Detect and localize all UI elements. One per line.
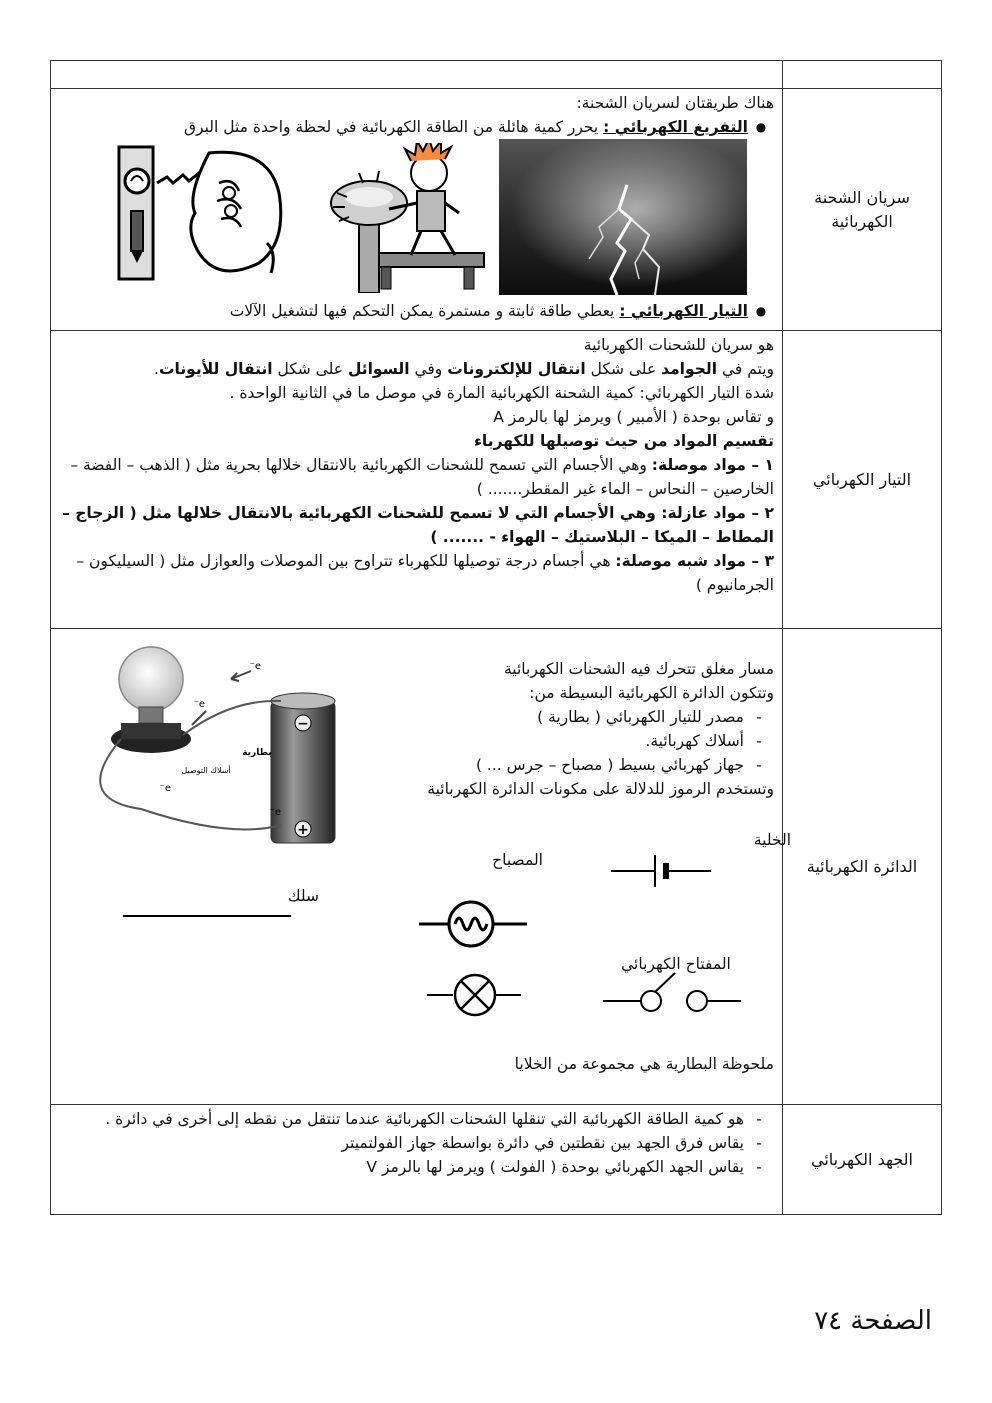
lamp-symbol xyxy=(419,899,529,949)
materials-heading: تقسيم المواد من حيث توصيلها للكهرباء xyxy=(474,432,774,450)
charge-flow-intro: هناك طريقتان لسريان الشحنة: xyxy=(576,94,774,112)
arrow-icon xyxy=(192,711,206,725)
topic-electric-circuit: الدائرة الكهربائية xyxy=(783,629,942,1105)
cell-symbol xyxy=(611,851,711,891)
row-electric-circuit xyxy=(51,629,942,1105)
lesson-table xyxy=(50,60,942,1215)
svg-text:−: − xyxy=(297,716,309,732)
header-topic-cell xyxy=(783,61,942,89)
voltage-item: - يقاس فرق الجهد بين نقطتين في دائرة بواسطة جهاز الفولتميتر xyxy=(341,1134,762,1152)
bullet-dot: ● xyxy=(755,304,767,318)
page-number: الصفحة ٧٤ xyxy=(814,1306,932,1336)
content-electric-current: هو سريان للشحنات الكهربائية ويتم في الجوامد على شكل انتقال للإلكترونات وفي السوائل على شكل انتقال للأيونات. شدة التيار الكهربائي: كمية الشحنة الكهربائية المارة في موصل ما في الثانية الواحدة . و تقاس بوحدة ( الأمبير ) ويرمز لها بالرمز A تقسيم المواد من حيث توصيلها للكهرباء ١ – مواد موصلة: وهي الأجسام التي تسمح للشحنات الكهربائية بالانتقال خلالها بحرية مثل ( الذهب – الفضة – الخارصين – النحاس – الماء غير المقطر....... ) ٢ – مواد عازلة: وهي الأجسام التي لا تسمح للشحنات الكهربائية بالانتقال خلالها مثل ( الزجاج – المطاط – الميكا – البلاستيك – الهواء - ....... ) ٣ – مواد شبه موصلة: هي أجسام درجة توصيلها للكهرباء تتراوح بين الموصلات والعوازل مثل ( السيليكون – الجرمانيوم ) xyxy=(51,331,783,629)
bulb-icon xyxy=(119,647,183,711)
svg-text:e⁻: e⁻ xyxy=(159,783,171,794)
conduction-line: ويتم في الجوامد على شكل انتقال للإلكترونات وفي السوائل على شكل انتقال للأيونات. xyxy=(154,360,774,378)
wire-symbol xyxy=(123,911,293,921)
header-row xyxy=(51,61,942,89)
conductors-item: ١ – مواد موصلة: وهي الأجسام التي تسمح للشحنات الكهربائية بالانتقال خلالها بحرية مثل ( الذهب – الفضة – الخارصين – النحاس – الماء غير المقطر....... ) xyxy=(70,456,774,498)
circuit-text: مسار مغلق تتحرك فيه الشحنات الكهربائية وتتكون الدائرة الكهربائية البسيطة من: - مصدر للتيار الكهربائي ( بطارية ) - أسلاك كهربائية. - جهاز كهربائي بسيط ( مصباح – جرس ... ) وتستخدم الرموز للدلالة على مكونات الدائرة الكهربائية xyxy=(354,657,774,801)
finger-spark-illustration xyxy=(117,143,287,283)
svg-text:e⁻: e⁻ xyxy=(249,661,261,672)
topic-charge-flow: سريان الشحنة الكهربائية xyxy=(783,89,942,331)
svg-text:بطارية: بطارية xyxy=(242,748,272,758)
battery-note: ملحوظة البطارية هي مجموعة من الخلايا xyxy=(514,1055,774,1073)
svg-text:+: + xyxy=(297,822,309,838)
lightning-photo xyxy=(499,139,747,295)
label-lamp: المصباح xyxy=(492,851,543,869)
content-voltage xyxy=(51,1105,783,1215)
content-electric-circuit xyxy=(51,629,791,1105)
label-wire: سلك xyxy=(287,887,319,905)
content-charge-flow xyxy=(51,89,783,331)
row-voltage xyxy=(51,1105,942,1215)
insulators-item: ٢ – مواد عازلة: وهي الأجسام التي لا تسمح للشحنات الكهربائية بالانتقال خلالها مثل ( الزجاج – المطاط – الميكا – البلاستيك – الهواء - ....... ) xyxy=(62,504,774,546)
topic-voltage: الجهد الكهربائي xyxy=(783,1105,942,1215)
header-content-cell xyxy=(51,61,783,89)
bullet-current: ● التيار الكهربائي : يعطي طاقة ثابتة و مستمرة يمكن التحكم فيها لتشغيل الآلات xyxy=(57,299,774,323)
bullet-discharge: ● التفريغ الكهربائي : يحرر كمية هائلة من الطاقة الكهربائية في لحظة واحدة مثل البرق xyxy=(57,115,774,139)
label-cell: الخلية xyxy=(753,831,791,849)
svg-text:e⁻: e⁻ xyxy=(193,699,205,710)
svg-text:e⁻: e⁻ xyxy=(269,807,281,818)
svg-text:أسلاك التوصيل: أسلاك التوصيل xyxy=(181,766,231,775)
circuit-part: - مصدر للتيار الكهربائي ( بطارية ) xyxy=(537,708,762,726)
row-electric-current xyxy=(51,331,942,629)
circuit-illustration xyxy=(81,639,351,859)
voltage-item: - هو كمية الطاقة الكهربائية التي تنقلها الشحنات الكهربائية عندما تنتقل من نقطه إلى أخرى في دائرة . xyxy=(105,1110,762,1128)
voltage-item: - يقاس الجهد الكهربائي بوحدة ( الفولت ) ويرمز لها بالرمز V xyxy=(366,1158,762,1176)
circuit-part: - جهاز كهربائي بسيط ( مصباح – جرس ... ) xyxy=(475,756,762,774)
topic-electric-current: التيار الكهربائي xyxy=(783,331,942,629)
circuit-part: - أسلاك كهربائية. xyxy=(645,732,762,750)
lamp-x-symbol xyxy=(427,969,523,1021)
semiconductors-item: ٣ – مواد شبه موصلة: هي أجسام درجة توصيلها للكهرباء تتراوح بين الموصلات والعوازل مثل ( السيليكون – الجرمانيوم ) xyxy=(76,552,774,594)
discharge-illustrations xyxy=(57,139,774,299)
label-switch: المفتاح الكهربائي xyxy=(621,955,731,973)
boy-generator-illustration xyxy=(319,143,489,293)
row-charge-flow xyxy=(51,89,942,331)
bullet-dot: ● xyxy=(755,120,767,134)
switch-symbol xyxy=(603,971,743,1017)
arrow-icon xyxy=(231,671,251,681)
